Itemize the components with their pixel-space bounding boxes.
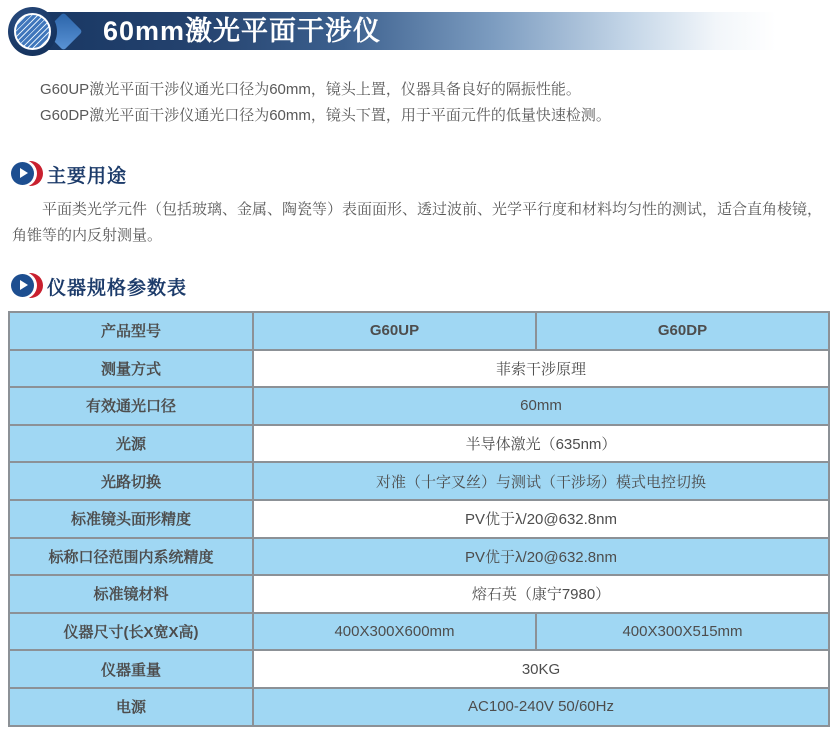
lens-disc-icon <box>8 7 57 56</box>
spec-label: 电源 <box>9 688 253 726</box>
play-badge-icon <box>10 160 43 188</box>
spec-label: 仪器重量 <box>9 650 253 688</box>
spec-label: 有效通光口径 <box>9 387 253 425</box>
spec-value: 半导体激光（635nm） <box>253 425 829 463</box>
table-row <box>9 312 829 350</box>
spec-value: G60DP <box>536 312 829 350</box>
lens-arrow-icon <box>8 7 94 57</box>
spec-value: 菲索干涉原理 <box>253 350 829 388</box>
spec-value: 60mm <box>253 387 829 425</box>
spec-value: 400X300X600mm <box>253 613 536 651</box>
spec-table <box>8 311 830 727</box>
table-row <box>9 538 829 576</box>
spec-label: 测量方式 <box>9 350 253 388</box>
spec-label: 光路切换 <box>9 462 253 500</box>
table-row <box>9 462 829 500</box>
intro-paragraph <box>40 77 824 129</box>
spec-label: 标准镜头面形精度 <box>9 500 253 538</box>
lens-stripes-icon <box>14 13 51 50</box>
play-triangle-icon <box>20 280 28 290</box>
spec-value: PV优于λ/20@632.8nm <box>253 500 829 538</box>
spec-label: 标称口径范围内系统精度 <box>9 538 253 576</box>
section-title-usage: 主要用途 <box>47 165 128 187</box>
spec-value: 400X300X515mm <box>536 613 829 651</box>
usage-paragraph: 平面类光学元件（包括玻璃、金属、陶瓷等）表面面形、透过波前、光学平行度和材料均匀性的测试，适合直角棱镜，角锥等的内反射测量。 <box>12 201 823 244</box>
spec-label: 标准镜材料 <box>9 575 253 613</box>
spec-value: 30KG <box>253 650 829 688</box>
play-triangle-icon <box>20 168 28 178</box>
intro-line-2: G60DP激光平面干涉仪通光口径为60mm，镜头下置，用于平面元件的低量快速检测。 <box>40 107 611 124</box>
table-row <box>9 650 829 688</box>
spec-value: G60UP <box>253 312 536 350</box>
section-header-usage <box>10 159 836 189</box>
section-title-specs: 仪器规格参数表 <box>47 277 188 299</box>
intro-line-1: G60UP激光平面干涉仪通光口径为60mm，镜头上置，仪器具备良好的隔振性能。 <box>40 81 581 98</box>
section-header-specs <box>10 271 836 301</box>
spec-value: AC100-240V 50/60Hz <box>253 688 829 726</box>
play-badge-icon <box>10 272 43 300</box>
table-row <box>9 613 829 651</box>
table-row <box>9 575 829 613</box>
spec-label: 仪器尺寸(长X宽X高) <box>9 613 253 651</box>
spec-value: 对准（十字叉丝）与测试（干涉场）模式电控切换 <box>253 462 829 500</box>
banner <box>0 0 836 62</box>
spec-label: 产品型号 <box>9 312 253 350</box>
table-row <box>9 688 829 726</box>
page-title: 60mm激光平面干涉仪 <box>103 16 382 46</box>
table-row <box>9 387 829 425</box>
spec-value: 熔石英（康宁7980） <box>253 575 829 613</box>
spec-label: 光源 <box>9 425 253 463</box>
spec-value: PV优于λ/20@632.8nm <box>253 538 829 576</box>
table-row <box>9 425 829 463</box>
table-row <box>9 350 829 388</box>
table-row <box>9 500 829 538</box>
